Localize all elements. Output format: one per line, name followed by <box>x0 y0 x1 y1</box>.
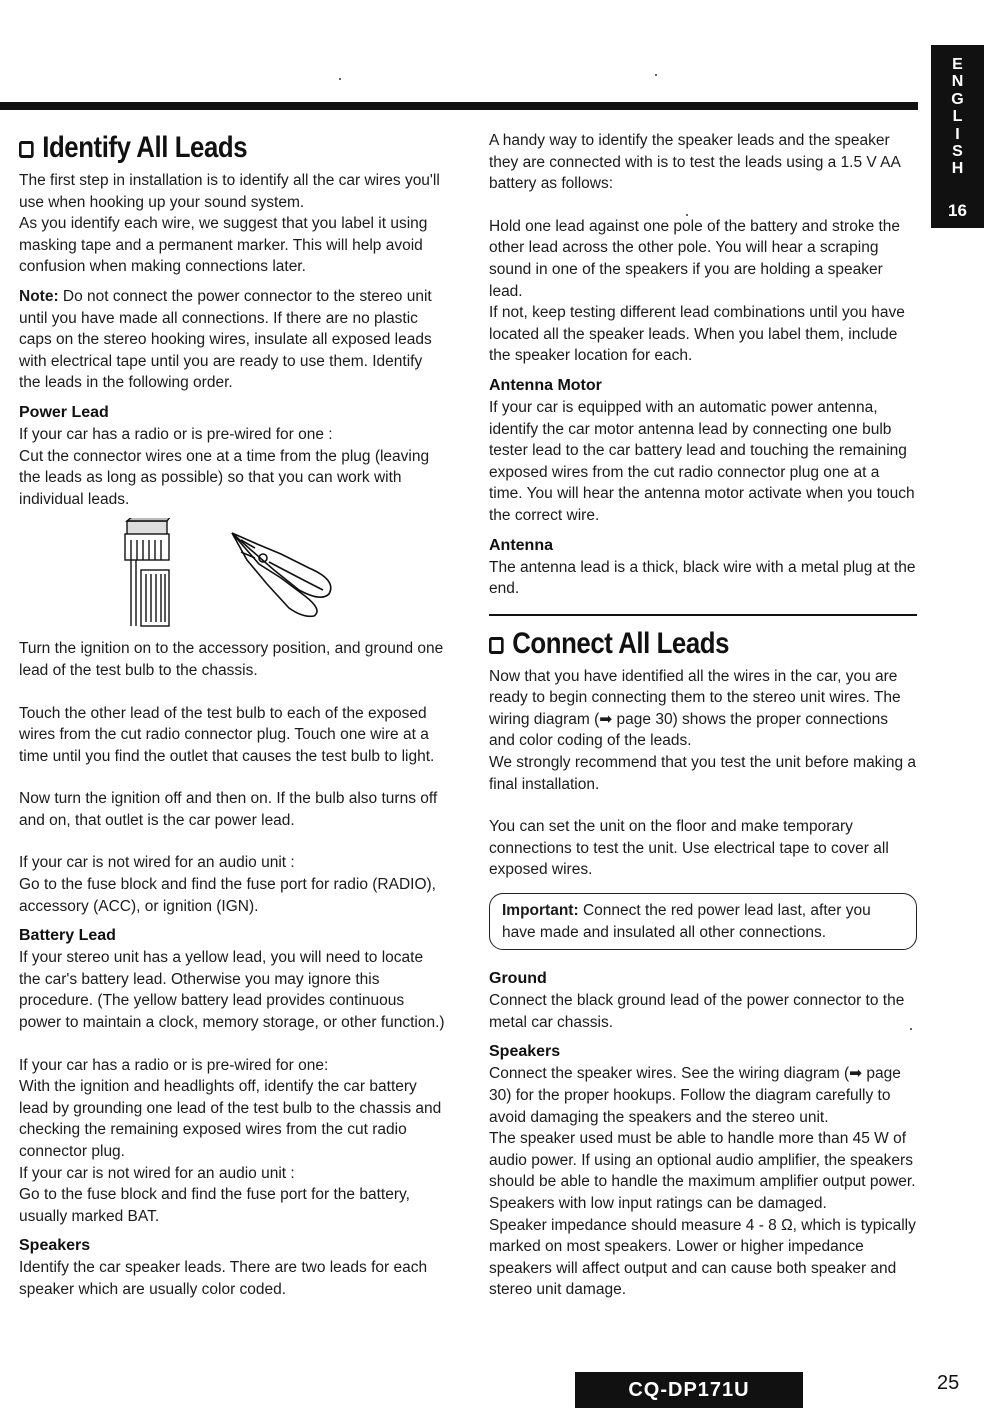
important-callout <box>489 893 917 950</box>
antenna-heading: Antenna <box>489 536 553 554</box>
touch-other-text: Touch the other lead of the test bulb to each of the exposed wires from the cut radio connector plug. Touch one wire at a time until you find the outlet that causes the test bulb to light. <box>19 704 435 765</box>
pliers-icon <box>232 533 331 616</box>
language-tab <box>931 45 984 228</box>
speakers-text-left: Identify the car speaker leads. There are two leads for each speaker which are usually color coded. <box>19 1259 428 1298</box>
lang-letter: G <box>951 90 964 108</box>
battery-lead-text: With the ignition and headlights off, identify the car battery lead by grounding one lead of the test bulb to the chassis and checking the remaining exposed wires from the cut radio connector plug. <box>19 1078 442 1160</box>
scan-speck <box>910 1028 912 1030</box>
connector-and-pliers-illustration <box>19 518 447 628</box>
lang-letter: E <box>952 56 963 73</box>
speakers-text-right: Speaker impedance should measure 4 - 8 Ω, which is typically marked on most speakers. Lower or higher impedance speakers will affect output and can cause both speaker and stereo unit damage. <box>489 1216 916 1299</box>
lang-letter: L <box>952 108 963 126</box>
identify-title: Identify All Leads <box>42 131 248 164</box>
top-rule <box>0 102 918 110</box>
battery-lead-text: If your car has a radio or is pre-wired for one: <box>19 1056 329 1074</box>
ground-heading: Ground <box>489 970 547 988</box>
intro-paragraph: As you identify each wire, we suggest that you label it using masking tape and a permanent marker. This will help avoid confusion when making connections later. <box>19 215 428 276</box>
battery-lead-heading: Battery Lead <box>19 927 116 945</box>
speakers-text-right: Connect the speaker wires. See the wiring diagram (➡ page 30) for the proper hookups. Follow the diagram carefully to avoid damaging the speakers and the stereo unit. <box>489 1065 901 1126</box>
antenna-motor-heading: Antenna Motor <box>489 376 602 394</box>
scan-speck <box>339 78 341 80</box>
connect-text: We strongly recommend that you test the unit before making a final installation. <box>489 754 917 793</box>
battery-lead-text: If your car is not wired for an audio unit : <box>19 1164 295 1182</box>
checkbox-icon <box>489 637 504 654</box>
connect-heading <box>489 626 857 662</box>
right-column <box>489 130 917 1301</box>
scan-speck <box>686 214 688 216</box>
connect-text: Now that you have identified all the wires in the car, you are ready to begin connecting them to the stereo unit wires. The wiring diagram (➡ page 30) shows the proper connections and color coding of the leads. <box>489 667 901 750</box>
language-letters <box>931 45 984 178</box>
not-wired-text: If your car is not wired for an audio unit : <box>19 854 295 872</box>
not-wired-text: Go to the fuse block and find the fuse port for radio (RADIO), accessory (ACC), or ignition (IGN). <box>19 876 436 915</box>
turn-ignition-text: Turn the ignition on to the accessory position, and ground one lead of the test bulb to the chassis. <box>19 640 444 679</box>
power-lead-heading: Power Lead <box>19 403 109 421</box>
antenna-motor-text: If your car is equipped with an automatic power antenna, identify the car motor antenna lead by connecting one bulb tester lead to the car battery lead and touching the remaining exposed wires from the cut radio connector plug one at a time. You will hear the antenna motor activate when you touch the correct wire. <box>489 398 915 524</box>
lang-letter: H <box>951 160 964 178</box>
intro-paragraph: The first step in installation is to identify all the car wires you'll use when hooking up your sound system. <box>19 172 440 211</box>
identify-heading <box>19 130 387 166</box>
illustration-svg <box>19 518 447 628</box>
important-text: Connect the red power lead last, after you have made and insulated all other connections. <box>502 902 871 941</box>
note-label: Note: <box>19 287 59 305</box>
antenna-text: The antenna lead is a thick, black wire with a metal plug at the end. <box>489 558 916 598</box>
left-column <box>19 130 447 1301</box>
speakers-text-right: The speaker used must be able to handle more than 45 W of audio power. If using an optional audio amplifier, the speakers should be able to handle the maximum amplifier output power. Speakers with low input ratings can be damaged. <box>489 1130 916 1212</box>
model-number: CQ-DP171U <box>575 1372 803 1408</box>
power-lead-text: If your car has a radio or is pre-wired for one : <box>19 425 333 443</box>
section-page-number: 16 <box>948 201 967 220</box>
battery-lead-text: If your stereo unit has a yellow lead, you will need to locate the car's battery lead. Otherwise you may ignore this procedure. (The yellow battery lead provides continuous power to maintain a clock, memory storage, or other function.) <box>19 949 445 1032</box>
important-label: Important: <box>502 902 579 920</box>
handy-way-text: A handy way to identify the speaker leads and the speaker they are connected with is to test the leads using a 1.5 V AA battery as follows: <box>489 132 901 193</box>
connect-text: You can set the unit on the floor and make temporary connections to test the unit. Use electrical tape to cover all exposed wires. <box>489 818 889 879</box>
connect-title: Connect All Leads <box>512 626 730 660</box>
hold-lead-text: Hold one lead against one pole of the battery and stroke the other lead across the other pole. You will hear a scraping sound in one of the speakers if you are holding a speaker lead. <box>489 217 901 300</box>
lang-letter: S <box>952 143 963 161</box>
note-paragraph <box>19 286 447 394</box>
speakers-heading-left: Speakers <box>19 1237 91 1255</box>
connector-plug-icon <box>125 518 171 626</box>
page-number: 25 <box>937 1372 960 1394</box>
ground-text: Connect the black ground lead of the power connector to the metal car chassis. <box>489 992 905 1031</box>
checkbox-icon <box>19 141 34 158</box>
if-not-text: If not, keep testing different lead combinations until you have located all the speaker leads. When you label them, include the speaker location for each. <box>489 304 905 365</box>
now-turn-text: Now turn the ignition off and then on. If the bulb also turns off and on, that outlet is the car power lead. <box>19 790 438 829</box>
lang-letter: I <box>955 125 960 143</box>
battery-lead-text: Go to the fuse block and find the fuse port for the battery, usually marked BAT. <box>19 1186 410 1225</box>
speakers-heading-right: Speakers <box>489 1043 561 1061</box>
lang-letter: N <box>951 73 964 91</box>
scan-speck <box>655 74 657 76</box>
section-divider <box>489 614 917 616</box>
power-lead-text: Cut the connector wires one at a time from the plug (leaving the leads as long as possible) so that you can work with individual leads. <box>19 447 430 508</box>
note-text: Do not connect the power connector to the stereo unit until you have made all connections. If there are no plastic caps on the stereo hooking wires, insulate all exposed leads with electrical tape until you are ready to use them. Identify the leads in the following order. <box>19 287 432 392</box>
